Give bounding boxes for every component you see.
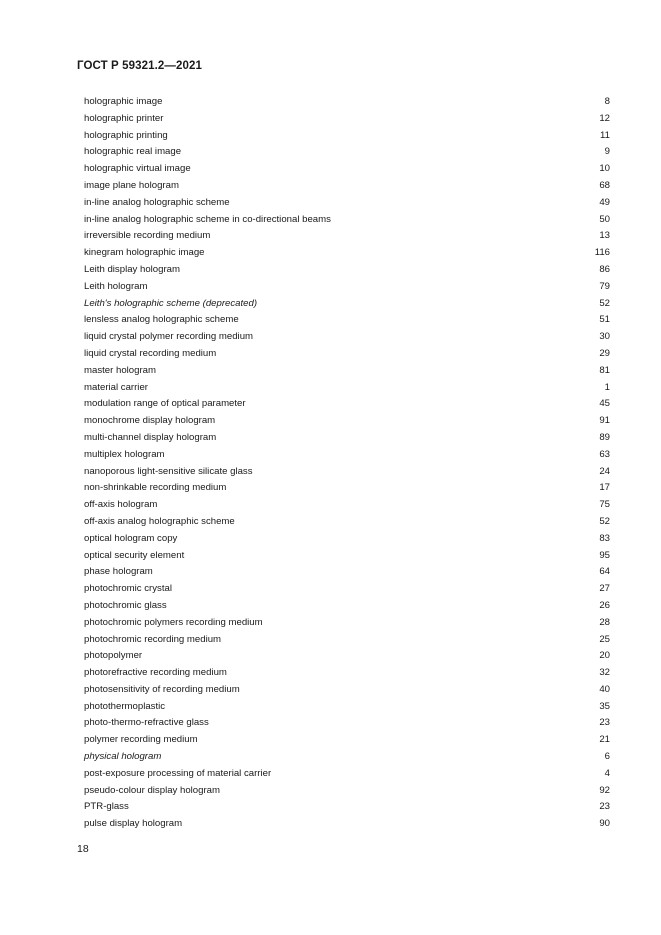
index-entry xyxy=(84,380,610,397)
index-page-ref: 1 xyxy=(604,381,610,393)
index-page-ref: 116 xyxy=(594,247,610,259)
index-term: holographic real image xyxy=(84,146,182,158)
index-page-ref: 23 xyxy=(599,801,610,813)
index-term: off-axis hologram xyxy=(84,499,158,511)
index-page-ref: 28 xyxy=(599,616,610,628)
index-term: nanoporous light-sensitive silicate glass xyxy=(84,465,253,477)
term-index-list xyxy=(84,94,610,833)
index-term: monochrome display hologram xyxy=(84,415,216,427)
index-entry xyxy=(84,699,610,716)
index-page-ref: 75 xyxy=(599,499,610,511)
index-term: photochromic polymers recording medium xyxy=(84,616,263,628)
document-standard-header: ГОСТ Р 59321.2—2021 xyxy=(77,60,202,72)
index-term: post-exposure processing of material carrier xyxy=(84,767,272,779)
index-page-ref: 45 xyxy=(599,398,610,410)
index-page-ref: 13 xyxy=(599,230,610,242)
index-term: multi-channel display hologram xyxy=(84,431,217,443)
index-entry xyxy=(84,296,610,313)
index-entry xyxy=(84,564,610,581)
index-entry xyxy=(84,396,610,413)
index-term: in-line analog holographic scheme in co-directional beams xyxy=(84,213,331,225)
index-page-ref: 63 xyxy=(599,448,610,460)
index-entry xyxy=(84,766,610,783)
index-term: optical security element xyxy=(84,549,185,561)
index-page-ref: 17 xyxy=(599,482,610,494)
index-entry xyxy=(84,816,610,833)
index-page-ref: 91 xyxy=(599,415,610,427)
index-term: pseudo-colour display hologram xyxy=(84,784,220,796)
index-entry xyxy=(84,732,610,749)
index-term: holographic printing xyxy=(84,129,168,141)
index-term: holographic printer xyxy=(84,112,164,124)
index-page-ref: 64 xyxy=(599,566,610,578)
index-term: holographic virtual image xyxy=(84,163,191,175)
index-term: off-axis analog holographic scheme xyxy=(84,515,235,527)
index-term: photopolymer xyxy=(84,650,143,662)
index-entry xyxy=(84,279,610,296)
index-entry xyxy=(84,665,610,682)
index-entry xyxy=(84,161,610,178)
index-page-ref: 12 xyxy=(599,112,610,124)
index-term: non-shrinkable recording medium xyxy=(84,482,227,494)
index-entry xyxy=(84,648,610,665)
index-term: Leith's holographic scheme (deprecated) xyxy=(84,297,258,309)
index-page-ref: 24 xyxy=(599,465,610,477)
index-term: liquid crystal recording medium xyxy=(84,347,217,359)
index-entry xyxy=(84,178,610,195)
index-term: polymer recording medium xyxy=(84,734,198,746)
index-page-ref: 4 xyxy=(604,767,610,779)
index-entry xyxy=(84,749,610,766)
index-term: multiplex hologram xyxy=(84,448,165,460)
index-entry xyxy=(84,245,610,262)
index-term: image plane hologram xyxy=(84,179,179,191)
index-page-ref: 9 xyxy=(604,146,610,158)
index-page-ref: 29 xyxy=(599,347,610,359)
index-page-ref: 89 xyxy=(599,431,610,443)
index-entry xyxy=(84,715,610,732)
index-entry xyxy=(84,312,610,329)
index-page-ref: 50 xyxy=(599,213,610,225)
index-entry xyxy=(84,262,610,279)
index-entry xyxy=(84,598,610,615)
index-page-ref: 8 xyxy=(604,96,610,107)
index-term: photochromic crystal xyxy=(84,583,172,595)
index-entry xyxy=(84,783,610,800)
index-term: pulse display hologram xyxy=(84,818,183,830)
index-entry xyxy=(84,480,610,497)
index-entry xyxy=(84,346,610,363)
index-page-ref: 25 xyxy=(599,633,610,645)
index-entry xyxy=(84,363,610,380)
index-page-ref: 40 xyxy=(599,683,610,695)
index-page-ref: 81 xyxy=(599,364,610,376)
index-entry xyxy=(84,111,610,128)
index-term: photochromic glass xyxy=(84,599,167,611)
index-page-ref: 86 xyxy=(599,263,610,275)
index-entry xyxy=(84,497,610,514)
index-entry xyxy=(84,581,610,598)
index-term: photochromic recording medium xyxy=(84,633,222,645)
index-entry xyxy=(84,128,610,145)
index-page-ref: 92 xyxy=(599,784,610,796)
index-page-ref: 10 xyxy=(599,163,610,175)
index-entry xyxy=(84,329,610,346)
index-page-ref: 95 xyxy=(599,549,610,561)
index-term: material carrier xyxy=(84,381,148,393)
index-page-ref: 52 xyxy=(599,515,610,527)
index-entry xyxy=(84,682,610,699)
index-term: holographic image xyxy=(84,96,163,107)
index-page-ref: 30 xyxy=(599,331,610,343)
index-page-ref: 21 xyxy=(599,734,610,746)
index-entry xyxy=(84,632,610,649)
index-term: kinegram holographic image xyxy=(84,247,205,259)
index-term: phase hologram xyxy=(84,566,153,578)
index-entry xyxy=(84,228,610,245)
index-term: photothermoplastic xyxy=(84,700,166,712)
index-page-ref: 32 xyxy=(599,667,610,679)
index-entry xyxy=(84,799,610,816)
index-entry xyxy=(84,531,610,548)
index-term: physical hologram xyxy=(84,751,162,763)
index-term: in-line analog holographic scheme xyxy=(84,196,230,208)
index-page-ref: 49 xyxy=(599,196,610,208)
index-page-ref: 35 xyxy=(599,700,610,712)
index-entry xyxy=(84,413,610,430)
index-term: liquid crystal polymer recording medium xyxy=(84,331,254,343)
index-page-ref: 27 xyxy=(599,583,610,595)
index-term: photosensitivity of recording medium xyxy=(84,683,240,695)
page-number: 18 xyxy=(77,843,89,855)
index-page-ref: 83 xyxy=(599,532,610,544)
index-entry xyxy=(84,447,610,464)
index-page-ref: 26 xyxy=(599,599,610,611)
index-entry xyxy=(84,430,610,447)
index-page-ref: 90 xyxy=(599,818,610,830)
index-term: master hologram xyxy=(84,364,156,376)
index-term: modulation range of optical parameter xyxy=(84,398,246,410)
index-term: optical hologram copy xyxy=(84,532,178,544)
index-term: Leith hologram xyxy=(84,280,148,292)
index-page-ref: 23 xyxy=(599,717,610,729)
index-term: Leith display hologram xyxy=(84,263,180,275)
index-page-ref: 79 xyxy=(599,280,610,292)
index-page-ref: 11 xyxy=(600,129,610,141)
index-term: irreversible recording medium xyxy=(84,230,211,242)
index-entry xyxy=(84,144,610,161)
index-term: photo-thermo-refractive glass xyxy=(84,717,209,729)
index-entry xyxy=(84,195,610,212)
index-entry xyxy=(84,212,610,229)
index-term: photorefractive recording medium xyxy=(84,667,227,679)
index-entry xyxy=(84,615,610,632)
index-page-ref: 68 xyxy=(599,179,610,191)
index-page-ref: 20 xyxy=(599,650,610,662)
index-page-ref: 52 xyxy=(599,297,610,309)
index-entry xyxy=(84,464,610,481)
index-page-ref: 51 xyxy=(599,314,610,326)
index-page-ref: 6 xyxy=(604,751,610,763)
index-term: PTR-glass xyxy=(84,801,129,813)
index-term: lensless analog holographic scheme xyxy=(84,314,239,326)
index-entry xyxy=(84,548,610,565)
index-entry xyxy=(84,514,610,531)
index-entry xyxy=(84,94,610,111)
